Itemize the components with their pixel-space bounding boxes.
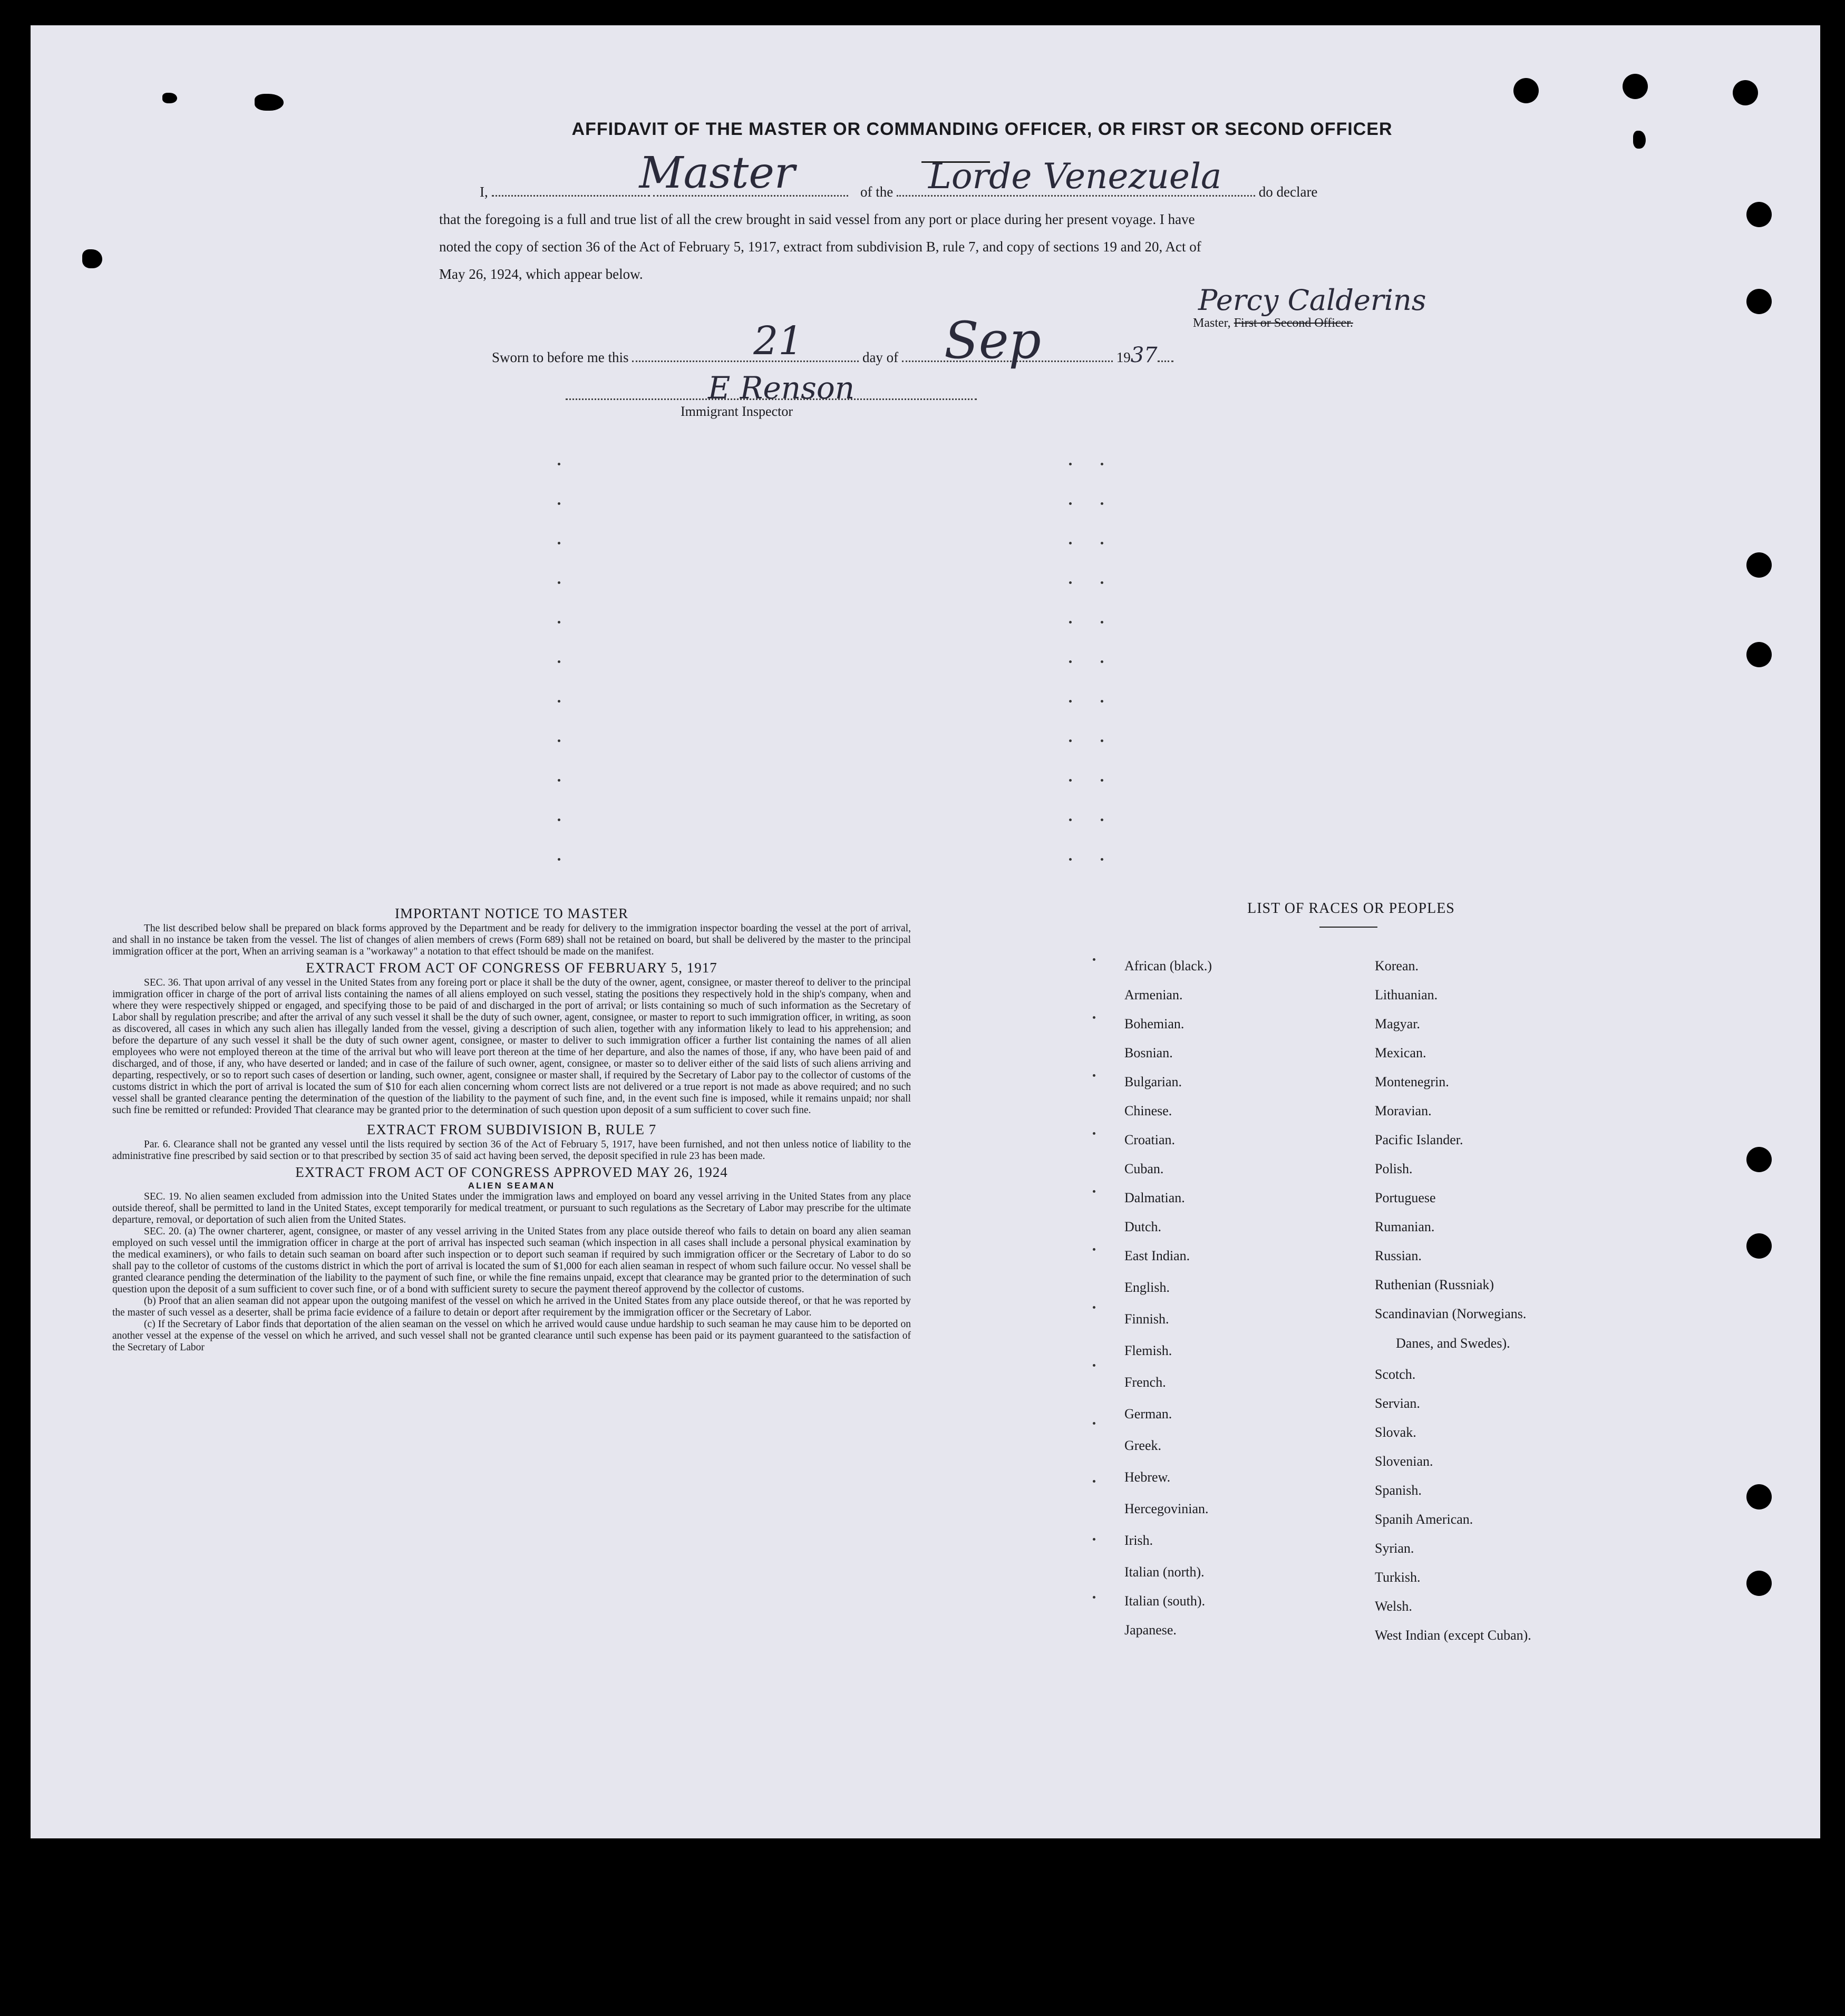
punch-hole <box>1746 289 1772 314</box>
sworn-text: Sworn to before me this <box>492 349 629 365</box>
sec-20a-text: SEC. 20. (a) The owner charterer, agent, consignee, or master of any vessel arriving in the United States from any place outside thereof who fails to detain on board any alien seaman employed on such vessel until the immigration officer in charge at the port of arrival has inspected such seaman (which inspection in all cases shall include a personal physical examination by the medical examiners), or who fails to detain such seaman on board after such inspection or to deport such seaman if required by such immigration officer or the Secretary of Labor to do so shall pay to the colletor of customs of the customs district in which the port of arrival is located the sum of $1,000 for each alien seaman in respect of whom such failure occur. No vessel shall be granted clearance pending the determination of the liability to the payment of such fine, or while the fine remains unpaid, except that clearance may be granted prior to the determination of such question upon the deposit of a sum sufficient to cover such fine, or of a bond with sufficient surety to secure the payment thereof approvend by the collector of customs. <box>112 1226 911 1295</box>
handwritten-sworn-year: 37 <box>1130 343 1158 367</box>
affidavit-line-4: May 26, 1924, which appear below. <box>439 266 643 282</box>
race-item: Finnish. <box>1124 1311 1169 1327</box>
race-item: Pacific Islander. <box>1375 1132 1463 1147</box>
signature-label <box>1193 316 1353 330</box>
affidavit-line-1 <box>480 148 1465 206</box>
ink-blot <box>1633 131 1646 149</box>
race-item: Armenian. <box>1124 987 1183 1002</box>
ruling-dot <box>1093 958 1095 961</box>
ruling-dot <box>1093 1538 1095 1541</box>
race-item: Italian (north). <box>1124 1564 1205 1580</box>
ink-blot <box>255 94 284 111</box>
race-item: Magyar. <box>1375 1016 1420 1031</box>
affidavit-line-2: that the foregoing is a full and true list of all the crew brought in said vessel from any port or place during her present voyage. I have <box>439 211 1195 227</box>
punch-hole <box>1746 202 1772 227</box>
ruling-dot <box>1101 660 1103 663</box>
ruling-dot <box>558 858 560 861</box>
sec-20c-text: (c) If the Secretary of Labor finds that deportation of the alien seaman on the vessel on which he arrived would cause undue hardship to such seaman he may cause him to be deported on another vessel at the expense of the vessel on which he arrived, and such vessel shall not be granted clearance until such expense has been paid or its payment guaranteed to the satisfaction of the Secretary of Labor <box>112 1319 911 1353</box>
ruling-dot <box>1101 858 1103 861</box>
race-item: Cuban. <box>1124 1161 1164 1176</box>
ruling-dot <box>1069 858 1072 861</box>
ruling-dot <box>558 542 560 544</box>
ruling-dot <box>1101 819 1103 821</box>
race-item: Spanish. <box>1375 1483 1422 1498</box>
ruling-dot <box>1093 1422 1095 1425</box>
notice-section <box>112 905 911 1353</box>
ruling-dot <box>1069 660 1072 663</box>
race-item: Danes, and Swedes). <box>1396 1336 1510 1351</box>
handwritten-sworn-day: 21 <box>753 318 803 364</box>
race-item: Portuguese <box>1375 1190 1436 1205</box>
sworn-year-prefix: 19 <box>1116 349 1131 365</box>
subdivision-b-text: Par. 6. Clearance shall not be granted any vessel until the lists required by section 36 of the Act of February 5, 1917, have been furnished, and not then unless notice of liability to the administrative fine prescribed by said section or to that prescribed by section 35 of said act having been served, the deposit specified in rule 23 has been made. <box>112 1139 911 1162</box>
ruling-dot <box>1093 1480 1095 1483</box>
subdivision-b-heading: EXTRACT FROM SUBDIVISION B, RULE 7 <box>366 1122 657 1137</box>
ruling-dot <box>558 660 560 663</box>
ruling-dot <box>1069 581 1072 584</box>
races-heading: LIST OF RACES OR PEOPLES <box>1247 900 1455 917</box>
punch-hole <box>1746 1233 1772 1259</box>
race-item: East Indian. <box>1124 1248 1190 1263</box>
extract-1917-text: SEC. 36. That upon arrival of any vessel in the United States from any foreing port or place it shall be the duty of the owner, agent, consignee, or master thereof to deliver to the principal immigration officer in charge of the port of arrival lists containing the names of all aliens employed on such vessel, stating the positions they respectively hold in the ship's company, when and where they were respectively shipped or engaged, and specifying those to be paid of and discharged in the port of arrival; or lists containing so much of such information as the Secretary of Labor shall by regulation prescribe; and after the arrival of any such vessel it shall be the duty of such owner, agent, consignee, or master to report to such immigration officer, in writing, as soon as discovered, all cases in which any such alien has illegally landed from the vessel, giving a description of such alien, together with any information likely to lead to his apprehension; and before the departure of any such vessel it shall be the duty of such owner agent, consignee, or master to deliver to such immigration officer a further list containing the names of all alien employees who were not employed thereon at the time of the arrival but who will leave port thereon at the time of her departure, and also the names of those, if any, who have been paid of and discharged, and of those, if any, who have deserted or landed; and in case of the failure of such owner, agent, consignee, or master so to deliver either of the said lists of such aliens arriving and departing, respectively, or so to report such cases of desertion or landing, such owner, agent, consignee or master shall, if required by the Secretary of Labor pay to the collector of customs of the customs district in which the port of arrival is located the sum of $10 for each alien concerning whom correct lists are not delivered or a true report is not made as above required; and no such vessel shall be granted clearance penting the determination of the question of the liability to the payment of such fine, and, in the event such fine is imposed, while it remains unpaid; nor shall such fine be remitted or refunded: Provided That clearance may be granted prior to the determination of such question upon deposit of a sum sufficient to cover such fine. <box>112 977 911 1116</box>
race-item: Lithuanian. <box>1375 987 1438 1002</box>
race-item: Japanese. <box>1124 1622 1177 1638</box>
affidavit-title: AFFIDAVIT OF THE MASTER OR COMMANDING OFFICER, OR FIRST OR SECOND OFFICER <box>571 119 1393 139</box>
ruling-dot <box>1093 1364 1095 1367</box>
affidavit-declare: do declare <box>1258 184 1318 200</box>
race-item: French. <box>1124 1375 1166 1390</box>
ruling-dot <box>1101 581 1103 584</box>
race-item: Ruthenian (Russniak) <box>1375 1277 1494 1292</box>
extract-1917-heading: EXTRACT FROM ACT OF CONGRESS OF FEBRUARY 5, 1917 <box>306 960 717 976</box>
handwritten-inspector: E Renson <box>708 370 855 406</box>
race-item: Bosnian. <box>1124 1045 1173 1060</box>
ruling-dot <box>558 779 560 782</box>
race-item: Hercegovinian. <box>1124 1501 1209 1516</box>
ruling-dot <box>1093 1248 1095 1251</box>
race-item: Greek. <box>1124 1438 1162 1453</box>
ruling-dot <box>1101 779 1103 782</box>
alien-seaman-subheading: ALIEN SEAMAN <box>468 1181 556 1191</box>
ruling-dot <box>558 700 560 703</box>
race-item: Mexican. <box>1375 1045 1426 1060</box>
sworn-day-of: day of <box>862 349 899 365</box>
notice-text: The list described below shall be prepared on black forms approved by the Department and be ready for delivery to the immigration inspector boarding the vessel at the port of arrival, and shall in no instance be taken from the vessel. The list of changes of alien members of crews (Form 689) shall not be retained on board, but shall be delivered by the master to the principal immigration officer at the port, When an arriving seaman is a "workaway" a notation to that effect tshould be made on the manifest. <box>112 923 911 957</box>
punch-hole <box>1746 1571 1772 1596</box>
ruling-dot <box>1093 1016 1095 1019</box>
ruling-dot <box>558 819 560 821</box>
race-item: Russian. <box>1375 1248 1422 1263</box>
race-item: African (black.) <box>1124 958 1212 973</box>
handwritten-sworn-month: Sep <box>944 311 1041 370</box>
ruling-dot <box>1101 739 1103 742</box>
ruling-dot <box>1069 621 1072 624</box>
race-item: Syrian. <box>1375 1541 1414 1556</box>
race-item: Scotch. <box>1375 1367 1416 1382</box>
race-item: Turkish. <box>1375 1570 1421 1585</box>
ruling-dot <box>1101 621 1103 624</box>
ruling-dot <box>1101 542 1103 544</box>
race-item: English. <box>1124 1280 1170 1295</box>
ruling-dot <box>1069 542 1072 544</box>
race-item: Montenegrin. <box>1375 1074 1449 1089</box>
ruling-dot <box>1101 502 1103 505</box>
race-item: Polish. <box>1375 1161 1413 1176</box>
ruling-dot <box>558 581 560 584</box>
ruling-dot <box>1093 1596 1095 1599</box>
ruling-dot <box>1069 502 1072 505</box>
race-item: Slovenian. <box>1375 1454 1433 1469</box>
ruling-dot <box>1101 463 1103 465</box>
punch-hole <box>1733 80 1758 105</box>
affidavit-line-3: noted the copy of section 36 of the Act of February 5, 1917, extract from subdivision B, rule 7, and copy of sections 19 and 20, Act of <box>439 239 1201 255</box>
affidavit-of-the: of the <box>860 184 894 200</box>
race-item: Welsh. <box>1375 1599 1412 1614</box>
race-item: Croatian. <box>1124 1132 1176 1147</box>
sec-19-text: SEC. 19. No alien seamen excluded from admission into the United States under the immigration laws and employed on board any vessel arriving in the United States from any place outside thereof, shall be permitted to land in the United States, except temporarily for medical treatment, or pursuant to such regulations as the Secretary of Labor may prescribe for the ultimate departure, removal, or deportation of such alien from the United States. <box>112 1191 911 1225</box>
ruling-dot <box>558 502 560 505</box>
race-item: Moravian. <box>1375 1103 1432 1118</box>
extract-1924-heading: EXTRACT FROM ACT OF CONGRESS APPROVED MAY 26, 1924 <box>295 1164 728 1180</box>
race-item: Dutch. <box>1124 1219 1162 1234</box>
race-item: Slovak. <box>1375 1425 1416 1440</box>
ruling-dot <box>1101 700 1103 703</box>
ruling-dot <box>558 621 560 624</box>
affidavit-i: I, <box>480 184 488 200</box>
ruling-dot <box>558 739 560 742</box>
race-item: Italian (south). <box>1124 1593 1206 1609</box>
punch-hole <box>1623 74 1648 99</box>
punch-hole <box>1746 642 1772 667</box>
race-item: Scandinavian (Norwegians. <box>1375 1306 1527 1321</box>
race-item: Flemish. <box>1124 1343 1172 1358</box>
race-item: Bulgarian. <box>1124 1074 1182 1089</box>
handwritten-master-signature: Percy Calderins <box>1198 284 1426 317</box>
punch-hole <box>1746 1484 1772 1509</box>
inspector-label: Immigrant Inspector <box>681 404 793 419</box>
ink-blot <box>162 93 177 103</box>
ruling-dot <box>1093 1306 1095 1309</box>
signature-label-struck: First or Second Officer. <box>1234 316 1353 330</box>
ruling-dot <box>1069 739 1072 742</box>
manifest-page <box>31 25 1820 1838</box>
punch-hole <box>1746 1147 1772 1172</box>
signature-label-master: Master, <box>1193 316 1231 330</box>
race-item: Dalmatian. <box>1124 1190 1185 1205</box>
notice-heading: IMPORTANT NOTICE TO MASTER <box>395 905 628 921</box>
race-item: Irish. <box>1124 1533 1153 1548</box>
ruling-dot <box>558 463 560 465</box>
ruling-dot <box>1093 1074 1095 1077</box>
race-item: Servian. <box>1375 1396 1420 1411</box>
punch-hole <box>1746 552 1772 578</box>
handwritten-vessel-name: Lorde Venezuela <box>928 156 1222 197</box>
race-item: Spanih American. <box>1375 1512 1473 1527</box>
ruling-dot <box>1069 463 1072 465</box>
handwritten-rank: Master <box>639 148 795 198</box>
ink-blot <box>82 249 102 268</box>
sec-20b-text: (b) Proof that an alien seaman did not appear upon the outgoing manifest of the vessel on which he arrived in the United States from any place outside thereof, or that he was reported by the master of such vessel as a deserter, shall be prima facie evidence of a failure to detain or deport after requirement by the immigration officer or the Secretary of Labor. <box>112 1296 911 1318</box>
race-item: Hebrew. <box>1124 1469 1171 1485</box>
punch-hole <box>1513 78 1539 103</box>
race-item: Chinese. <box>1124 1103 1172 1118</box>
ruling-dot <box>1069 819 1072 821</box>
ruling-dot <box>1093 1190 1095 1193</box>
race-item: Bohemian. <box>1124 1016 1184 1031</box>
race-item: West Indian (except Cuban). <box>1375 1628 1531 1643</box>
race-item: German. <box>1124 1406 1172 1421</box>
race-item: Rumanian. <box>1375 1219 1435 1234</box>
ruling-dot <box>1069 779 1072 782</box>
ruling-dot <box>1069 700 1072 703</box>
ruling-dot <box>1093 1132 1095 1135</box>
races-heading-rule <box>1319 927 1377 928</box>
race-item: Korean. <box>1375 958 1419 973</box>
